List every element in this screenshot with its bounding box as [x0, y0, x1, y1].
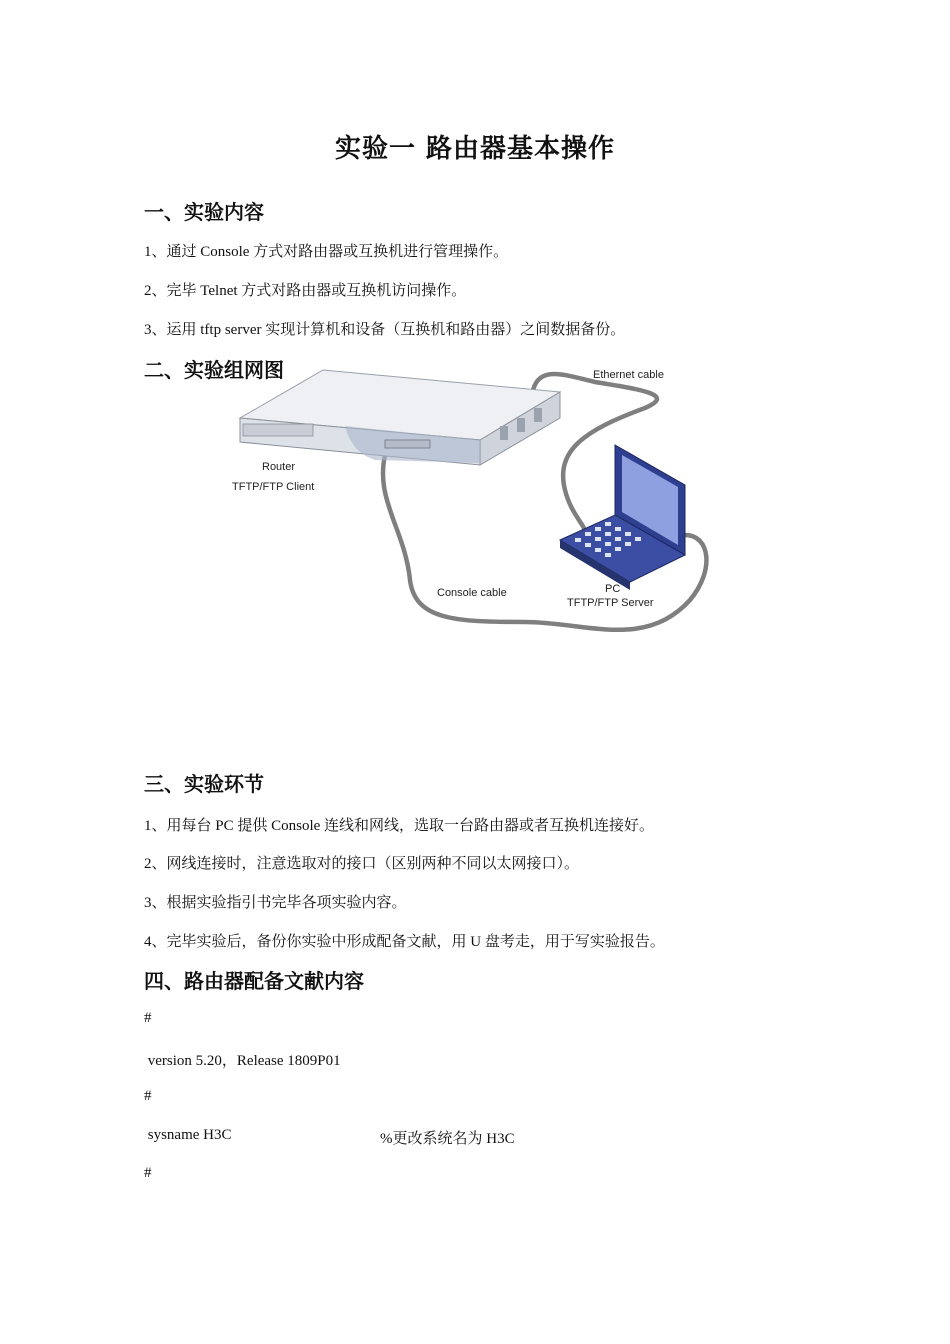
config-line-5: #: [144, 1165, 152, 1181]
step-item-1: 1、用每台 PC 提供 Console 连线和网线，选取一台路由器或者互换机连接好。: [144, 818, 655, 834]
config-line-4-comment: %更改系统名为 H3C: [380, 1131, 515, 1147]
config-line-4: sysname H3C: [144, 1127, 232, 1143]
router-icon: [240, 370, 560, 465]
config-line-1: #: [144, 1010, 152, 1026]
config-line-3: #: [144, 1088, 152, 1104]
router-label: Router: [262, 461, 296, 473]
step-item-3: 3、根据实验指引书完毕各项实验内容。: [144, 895, 407, 911]
content-item-3: 3、运用 tftp server 实现计算机和设备（互换机和路由器）之间数据备份。: [144, 322, 626, 338]
pc-sublabel: TFTP/FTP Server: [567, 597, 654, 609]
router-sublabel: TFTP/FTP Client: [232, 481, 315, 493]
section-heading-config: 四、路由器配备文献内容: [144, 969, 364, 993]
section-heading-content: 一、实验内容: [144, 200, 264, 224]
step-item-2: 2、网线连接时，注意选取对的接口（区别两种不同以太网接口）。: [144, 856, 580, 872]
content-item-2: 2、完毕 Telnet 方式对路由器或互换机访问操作。: [144, 283, 467, 299]
section-heading-topology: 二、实验组网图: [144, 358, 284, 382]
network-diagram: [225, 360, 725, 650]
console-cable-label: Console cable: [437, 587, 507, 599]
config-line-2: version 5.20，Release 1809P01: [144, 1053, 341, 1069]
section-heading-steps: 三、实验环节: [144, 772, 264, 796]
content-item-1: 1、通过 Console 方式对路由器或互换机进行管理操作。: [144, 244, 509, 260]
pc-label: PC: [605, 583, 621, 595]
page-title: 实验一 路由器基本操作: [334, 134, 616, 164]
ethernet-cable-label: Ethernet cable: [593, 369, 664, 381]
step-item-4: 4、完毕实验后，备份你实验中形成配备文献，用 U 盘考走，用于写实验报告。: [144, 934, 665, 950]
